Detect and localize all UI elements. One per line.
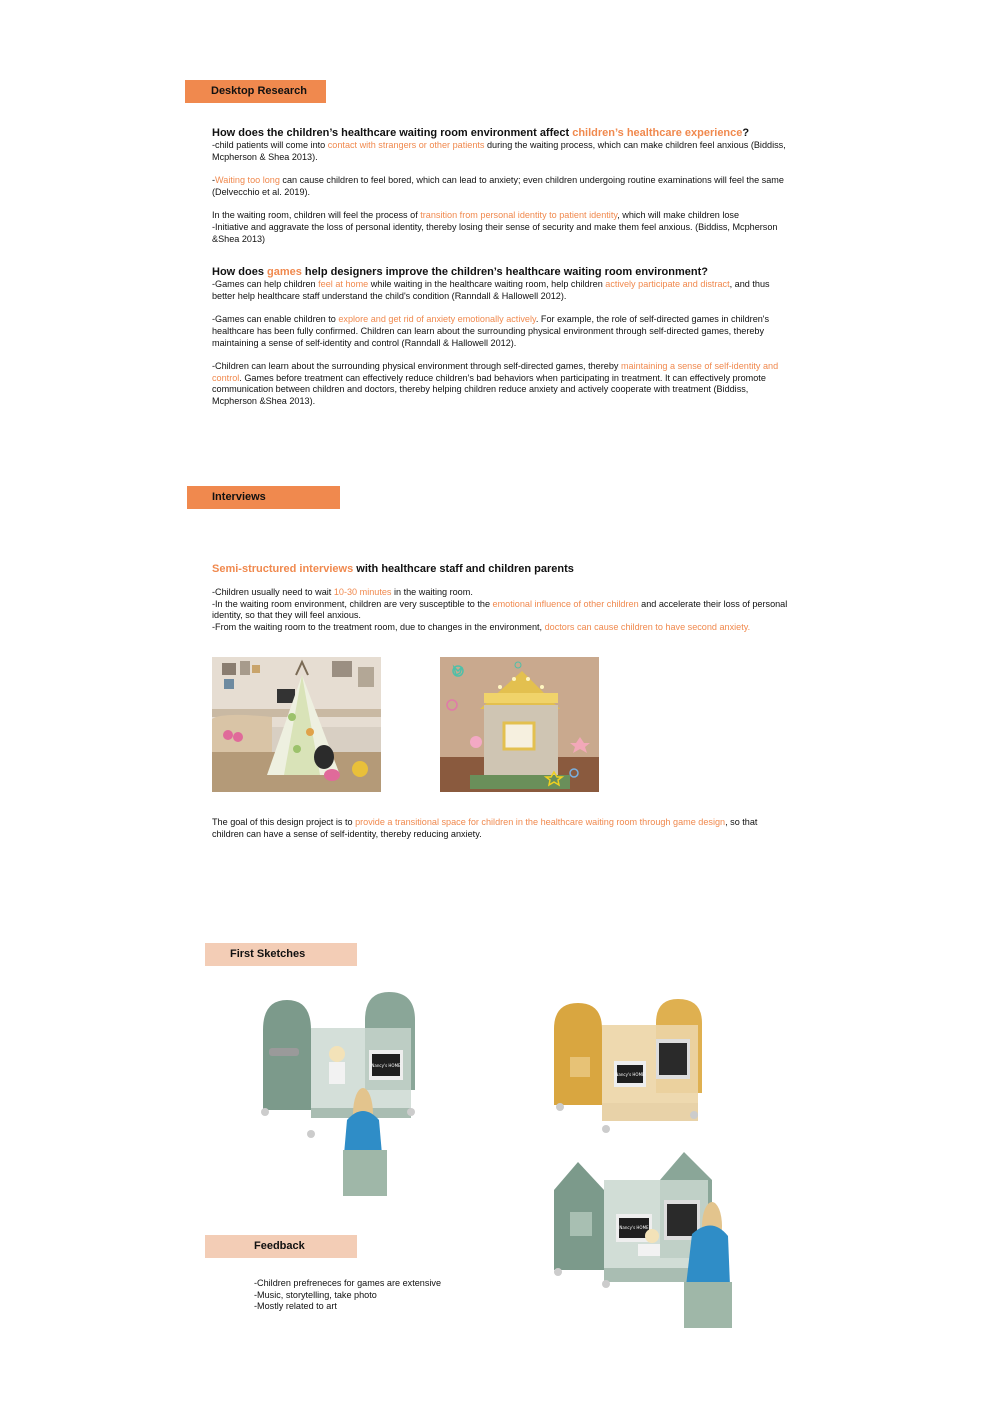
list-item: -Children prefreneces for games are extensive (254, 1278, 442, 1288)
games-section-body (212, 266, 792, 408)
design-goal (212, 817, 772, 840)
feedback-tag: Feedback (205, 1235, 357, 1258)
interviews-tag: Interviews (187, 486, 340, 509)
interview-finding-1: -Children usually need to wait 10-30 minutes in the waiting room. (212, 587, 473, 597)
interviews-body (212, 563, 792, 634)
svg-text:Nancy's HOME: Nancy's HOME (619, 1225, 649, 1230)
research-paragraph-1: -child patients will come into contact with strangers or other patients during the waiting process, which can make children feel anxious (Biddiss, Mcpherson & Shea 2013). (212, 140, 786, 162)
research-question-1: How does the children’s healthcare waiting room environment affect children’s healthcare experience? (212, 127, 750, 139)
playhouse-photo (440, 657, 599, 792)
desktop-research-tag: Desktop Research (185, 80, 326, 103)
teepee-photo (212, 657, 381, 792)
desktop-research-body (212, 127, 792, 245)
research-paragraph-6: -Children can learn about the surrounding physical environment through self-directed games, thereby maintaining a sense of self-identity and control. Games before treatment can effectively reduce children's bad behaviors when participating in treatment. It can effectively promote communication between children and doctors, thereby helping children reduce anxiety and actively cooperate with treatment (Biddiss, Mcpherson &Shea 2013). (212, 360, 779, 406)
research-paragraph-5: -Games can enable children to explore and get rid of anxiety emotionally actively. For example, the role of self-directed games in children's healthcare has been fully confirmed. Children can learn about the surrounding physical environment through self-directed games, thereby maintaining a sense of self-identity and control (Ranndall & Hallowell 2012). (212, 314, 770, 348)
interviews-heading: Semi-structured interviews with healthcare staff and children parents (212, 563, 574, 575)
interview-finding-3: -From the waiting room to the treatment room, due to changes in the environment, doctors can cause children to have second anxiety. (212, 622, 751, 633)
sketch-sage-house-booth (552, 1150, 732, 1330)
research-paragraph-3: In the waiting room, children will feel the process of transition from personal identity to patient identity, which will make children lose -Initiative and aggravate the loss of personal identity, thereby losing their sense of security and make them feel anxious. (Biddiss, Mcpherson &Shea 2013) (212, 210, 778, 244)
svg-text:Nancy's HOME: Nancy's HOME (615, 1072, 645, 1077)
list-item: -Music, storytelling, take photo (254, 1289, 377, 1300)
interview-finding-2: -In the waiting room environment, children are very susceptible to the emotional influence of other children and accelerate their loss of personal identity, so that they will feel anxious. (212, 598, 788, 621)
research-paragraph-2: -Waiting too long can cause children to feel bored, which can lead to anxiety; even children undergoing routine examinations will feel the same (Delvecchio et al. 2019). (212, 175, 784, 197)
research-question-2: How does games help designers improve the children’s healthcare waiting room environment? (212, 266, 708, 278)
feedback-list (254, 1278, 441, 1313)
first-sketches-tag: First Sketches (205, 943, 357, 966)
list-item: -Mostly related to art (254, 1301, 337, 1312)
svg-text:Nancy's HOME: Nancy's HOME (371, 1063, 401, 1068)
sketch-mustard-booth (552, 997, 704, 1135)
design-goal-text: The goal of this design project is to provide a transitional space for children in the healthcare waiting room through game design, so that children can have a sense of self-identity, thereby reducing anxiety. (212, 817, 758, 839)
sketch-sage-booth (255, 990, 425, 1202)
research-paragraph-4: -Games can help children feel at home while waiting in the healthcare waiting room, help children actively participate and distract, and thus better help healthcare staff understand the child's condition (Ranndall & Hallowell 2012). (212, 279, 770, 301)
